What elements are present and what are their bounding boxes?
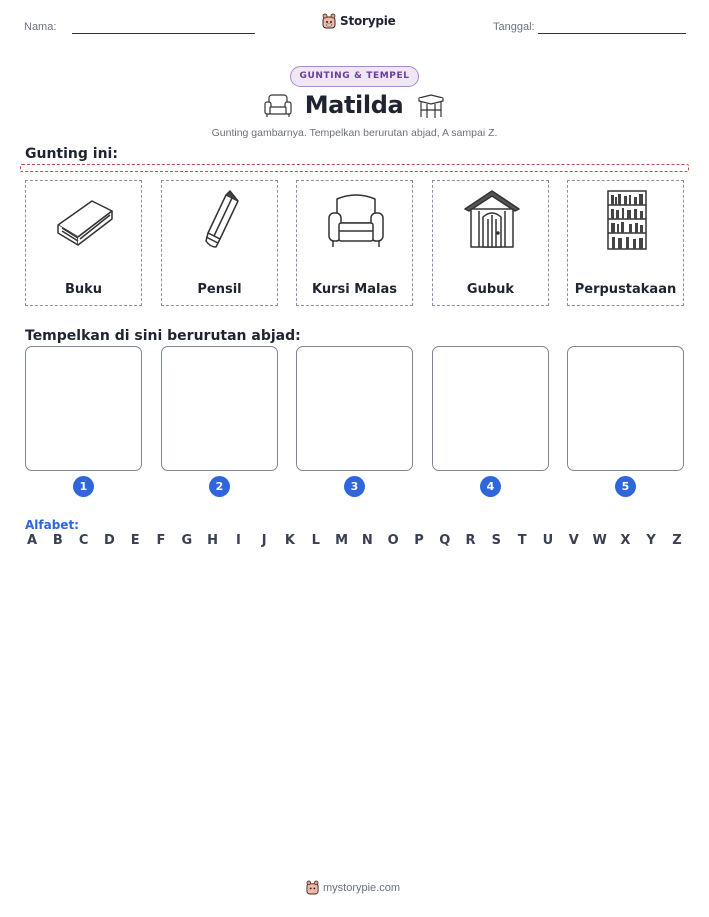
paste-slot-3[interactable]: [296, 346, 413, 471]
bookshelf-icon: [596, 189, 658, 251]
cut-card-armchair[interactable]: [296, 180, 413, 306]
storypie-mascot-icon: [306, 880, 319, 895]
footer-url: mystorypie.com: [323, 881, 401, 894]
alphabet-letter: Q: [439, 533, 451, 548]
stool-icon: [415, 92, 447, 120]
alphabet-letter: P: [414, 533, 424, 548]
alphabet-letter: K: [284, 533, 295, 548]
card-label: Buku: [64, 282, 103, 297]
armchair-icon: [325, 189, 387, 251]
slot-number-2: 2: [209, 476, 230, 497]
alphabet-letter: N: [361, 533, 373, 548]
brand-logo: [322, 13, 396, 29]
brand-name: Storypie: [340, 14, 396, 28]
book-icon: [54, 189, 116, 251]
alphabet-letter: U: [542, 533, 554, 548]
name-line: [72, 33, 255, 34]
slot-number-1: 1: [73, 476, 94, 497]
paste-slot-2[interactable]: [161, 346, 278, 471]
alphabet-letter: I: [235, 533, 241, 548]
instructions: Gunting gambarnya. Tempelkan berurutan abjad, A sampai Z.: [211, 127, 498, 139]
alphabet-letter: S: [491, 533, 502, 548]
date-label: Tanggal:: [493, 21, 535, 33]
alphabet-letter: E: [130, 533, 140, 548]
date-line: [538, 33, 686, 34]
cut-card-pencil[interactable]: [161, 180, 278, 306]
card-label: Perpustakaan: [574, 282, 677, 297]
alphabet-letter: Z: [672, 533, 682, 548]
hut-icon: [461, 189, 523, 251]
cut-section-title: Gunting ini:: [25, 146, 118, 162]
page-title: Matilda: [304, 91, 404, 119]
alphabet-row: [25, 533, 684, 548]
paste-slot-4[interactable]: [432, 346, 549, 471]
paste-slot-1[interactable]: [25, 346, 142, 471]
alphabet-letter: J: [261, 533, 267, 548]
alphabet-letter: H: [207, 533, 219, 548]
slot-number-3: 3: [344, 476, 365, 497]
slot-number-5: 5: [615, 476, 636, 497]
alphabet-letter: W: [592, 533, 607, 548]
alphabet-letter: T: [517, 533, 527, 548]
paste-section-title: Tempelkan di sini berurutan abjad:: [25, 328, 301, 344]
alphabet-letter: D: [103, 533, 115, 548]
footer: [306, 880, 400, 895]
cut-card-book[interactable]: [25, 180, 142, 306]
card-label: Gubuk: [466, 282, 515, 297]
alphabet-letter: G: [181, 533, 193, 548]
alphabet-letter: B: [52, 533, 63, 548]
alphabet-letter: L: [311, 533, 320, 548]
alphabet-letter: M: [335, 533, 349, 548]
slot-number-4: 4: [480, 476, 501, 497]
cut-card-hut[interactable]: [432, 180, 549, 306]
alphabet-letter: F: [156, 533, 166, 548]
alphabet-letter: Y: [646, 533, 656, 548]
pencil-icon: [190, 189, 252, 251]
alphabet-letter: C: [78, 533, 89, 548]
paste-slot-5[interactable]: [567, 346, 684, 471]
alphabet-letter: R: [465, 533, 476, 548]
storypie-mascot-icon: [322, 13, 336, 29]
name-label: Nama:: [24, 21, 57, 33]
alphabet-letter: O: [387, 533, 399, 548]
alphabet-title: Alfabet:: [25, 518, 79, 532]
alphabet-letter: X: [620, 533, 631, 548]
alphabet-letter: A: [26, 533, 38, 548]
card-label: Kursi Malas: [312, 282, 397, 297]
activity-badge: GUNTING & TEMPEL: [290, 66, 419, 87]
card-label: Pensil: [197, 282, 242, 297]
cut-line: [20, 164, 689, 172]
alphabet-letter: V: [568, 533, 579, 548]
cut-card-library[interactable]: [567, 180, 684, 306]
